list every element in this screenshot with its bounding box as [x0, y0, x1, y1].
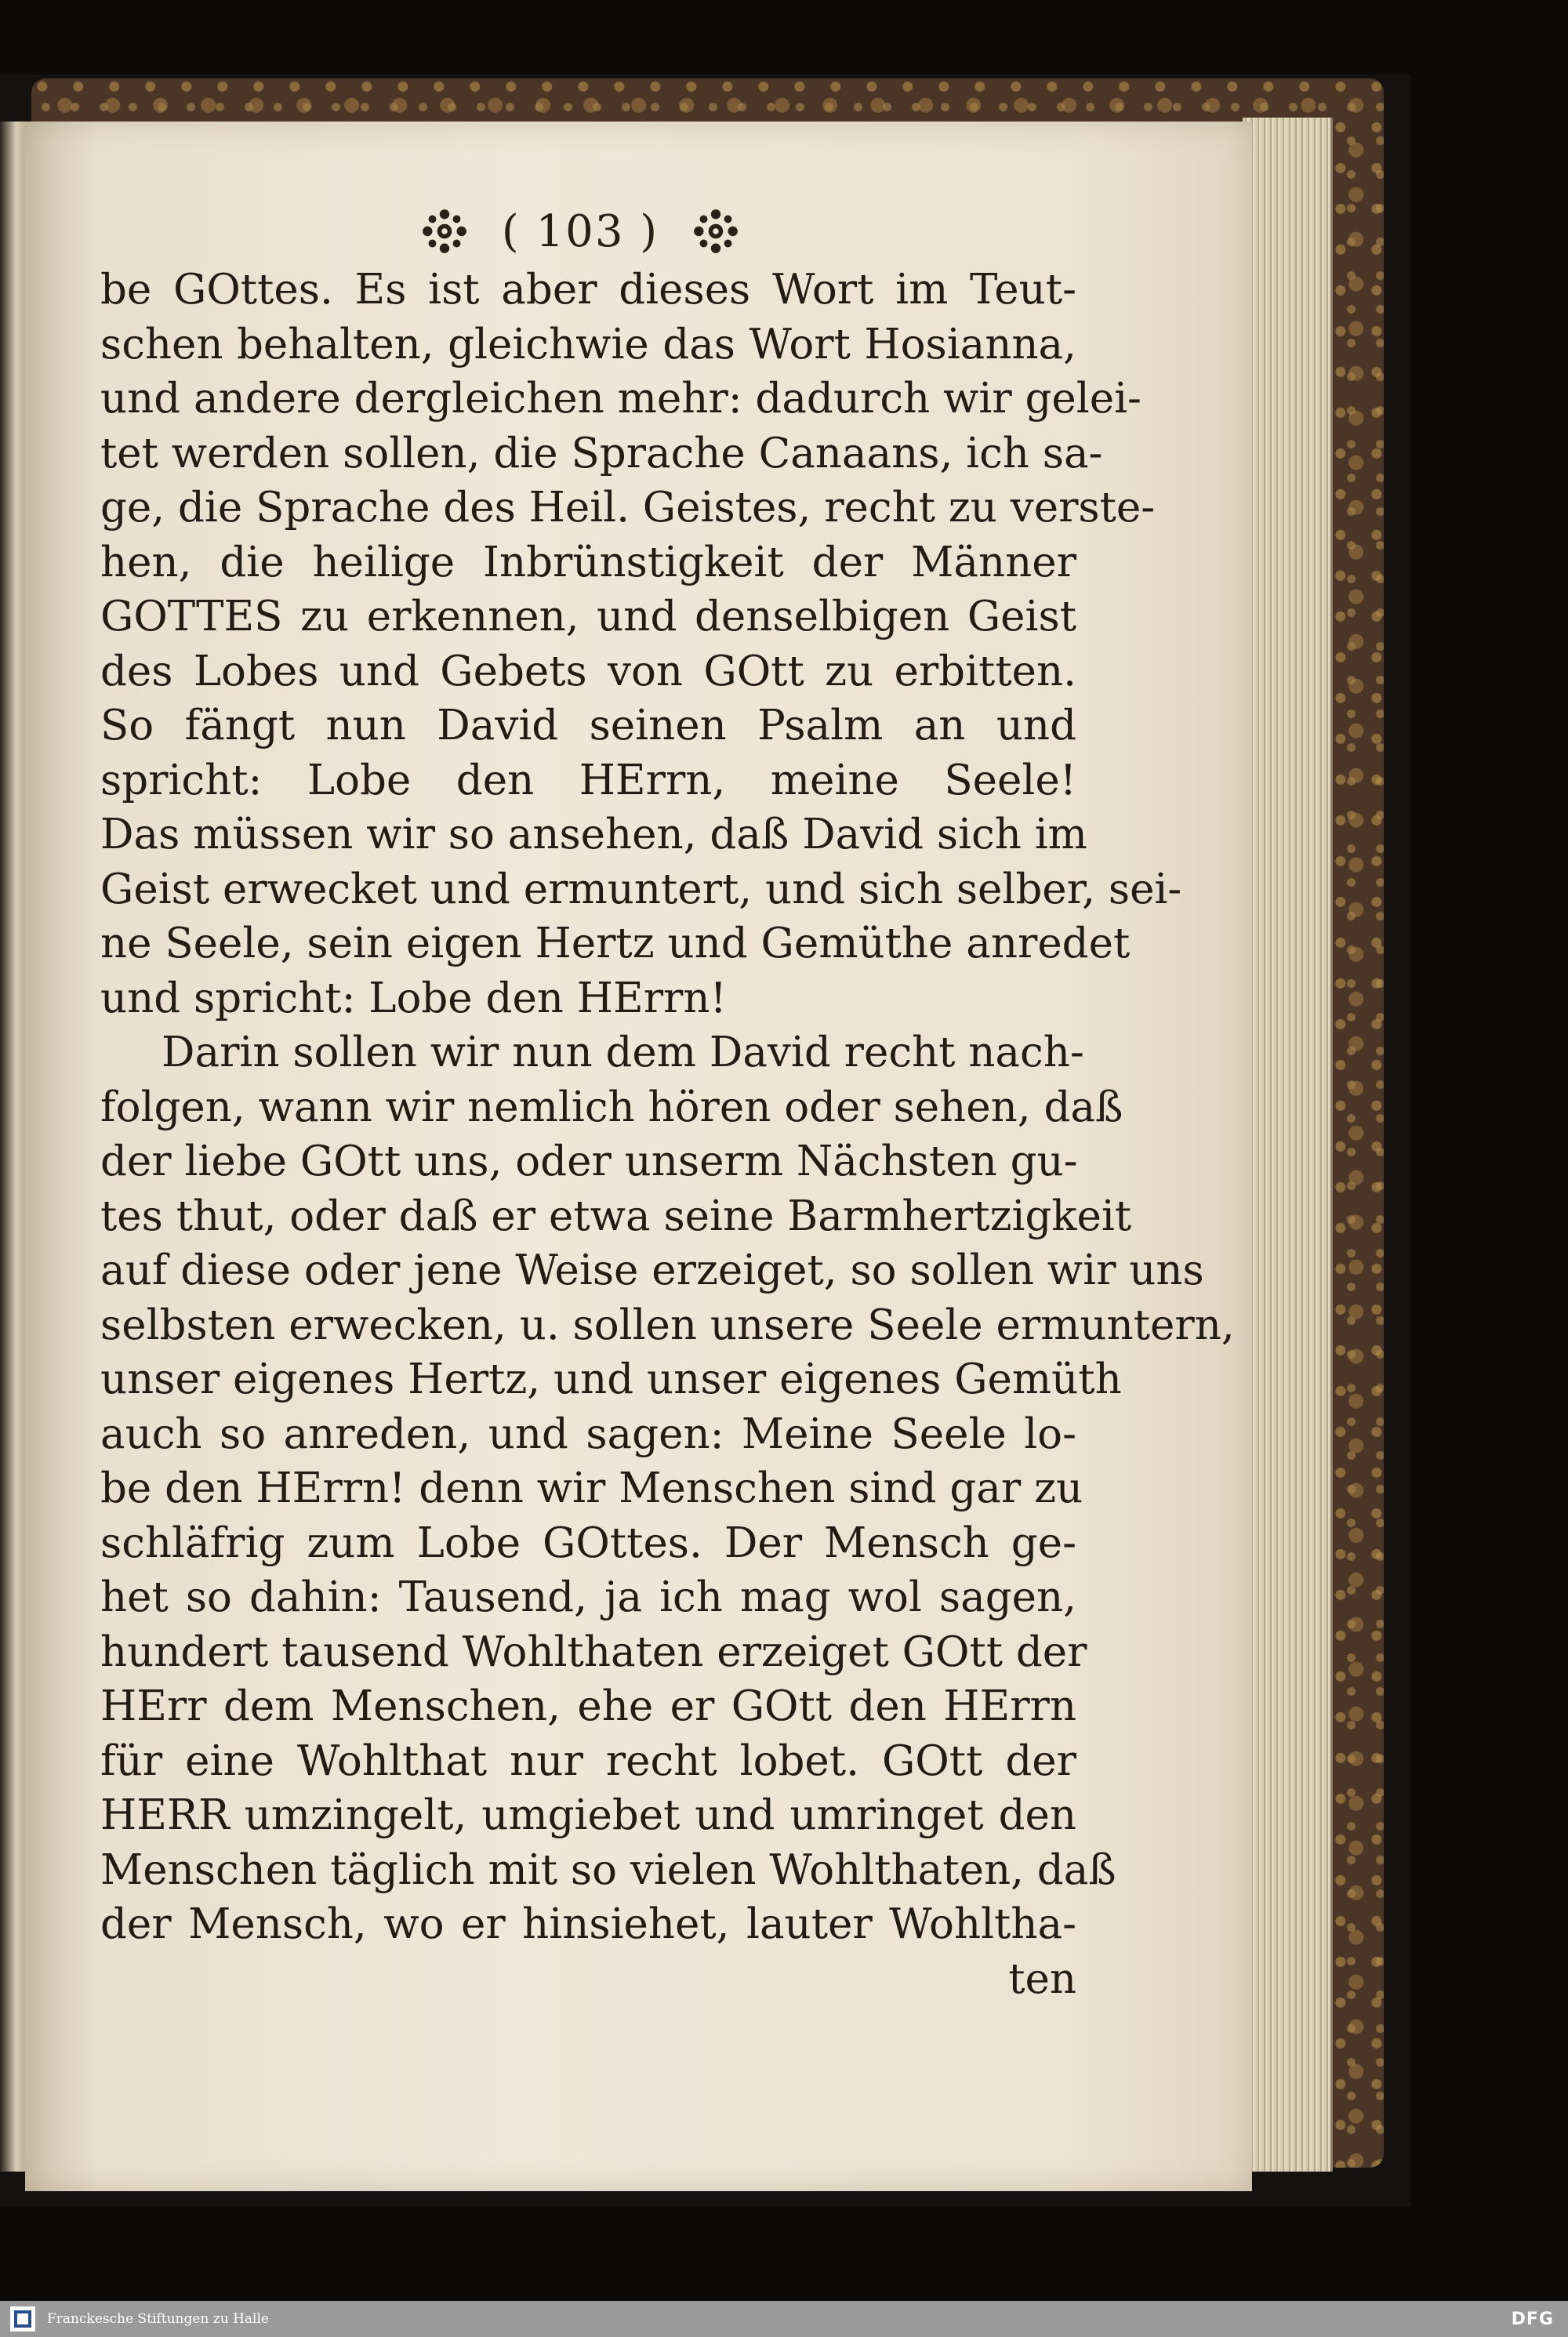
catchword: ten: [1008, 1954, 1076, 2003]
page-number: ( 103 ): [501, 205, 659, 257]
text-line: Menschen täglich mit so vielen Wohlthaten, daß: [100, 1845, 1116, 1894]
fleuron-ornament-icon: [420, 207, 469, 256]
text-line: schläfrig zum Lobe GOttes. Der Mensch ge-: [100, 1519, 1076, 1567]
viewer-footer-bar: [0, 2301, 1568, 2337]
text-line: folgen, wann wir nemlich hören oder sehen, daß: [100, 1083, 1123, 1131]
text-line: für eine Wohlthat nur recht lobet. GOtt der: [100, 1736, 1076, 1785]
page-fore-edge: [1243, 118, 1333, 2172]
facing-page-edge: [0, 122, 27, 2172]
text-line: unser eigenes Hertz, und unser eigenes Gemüth: [100, 1355, 1122, 1403]
text-line: Das müssen wir so ansehen, daß David sich im: [100, 811, 1087, 858]
text-line: auch so anreden, und sagen: Meine Seele lo-: [100, 1410, 1076, 1458]
text-line: So fängt nun David seinen Psalm an und: [100, 702, 1076, 749]
fleuron-ornament-icon: [691, 207, 740, 256]
text-line: GOTTES zu erkennen, und denselbigen Geist: [100, 593, 1076, 640]
text-line: auf diese oder jene Weise erzeiget, so sollen wir uns: [100, 1247, 1204, 1294]
text-line: des Lobes und Gebets von GOtt zu erbitten.: [100, 647, 1076, 695]
text-line: tes thut, oder daß er etwa seine Barmhertzigkeit: [100, 1192, 1132, 1240]
text-line: tet werden sollen, die Sprache Canaans, ich sa-: [100, 429, 1103, 477]
institution-logo-icon: [8, 2304, 38, 2334]
funder-logo-text[interactable]: DFG: [1511, 2309, 1554, 2329]
text-line: be den HErrn! denn wir Menschen sind gar zu: [100, 1464, 1083, 1512]
text-line: selbsten erwecken, u. sollen unsere Seele ermuntern,: [100, 1301, 1235, 1349]
text-line: und andere dergleichen mehr: dadurch wir gelei-: [100, 375, 1142, 423]
text-line: der liebe GOtt uns, oder unserm Nächsten gu-: [100, 1138, 1078, 1185]
text-line: der Mensch, wo er hinsiehet, lauter Wohltha-: [100, 1900, 1076, 1948]
text-line: spricht: Lobe den HErrn, meine Seele!: [100, 756, 1076, 804]
text-line: het so dahin: Tausend, ja ich mag wol sagen,: [100, 1573, 1076, 1621]
text-line: schen behalten, gleichwie das Wort Hosianna,: [100, 320, 1076, 368]
text-line: hen, die heilige Inbrünstigkeit der Männer: [100, 538, 1076, 586]
text-line: HERR umzingelt, umgiebet und umringet den: [100, 1791, 1076, 1839]
institution-credit[interactable]: [0, 2304, 269, 2334]
text-line: hundert tausend Wohlthaten erzeiget GOtt der: [100, 1628, 1087, 1676]
text-line: ne Seele, sein eigen Hertz und Gemüthe anredet: [100, 920, 1131, 967]
text-line: Geist erwecket und ermuntert, und sich selber, sei-: [100, 865, 1182, 913]
page-header: [392, 200, 768, 263]
institution-name: Franckesche Stiftungen zu Halle: [47, 2311, 269, 2327]
text-line: und spricht: Lobe den HErrn!: [100, 974, 727, 1022]
text-line: HErr dem Menschen, ehe er GOtt den HErrn: [100, 1682, 1076, 1730]
text-line: ge, die Sprache des Heil. Geistes, recht zu verste-: [100, 484, 1156, 532]
text-line: Darin sollen wir nun dem David recht nach-: [162, 1029, 1084, 1076]
body-text: [100, 263, 1235, 2006]
text-line: be GOttes. Es ist aber dieses Wort im Teut-: [100, 266, 1076, 314]
